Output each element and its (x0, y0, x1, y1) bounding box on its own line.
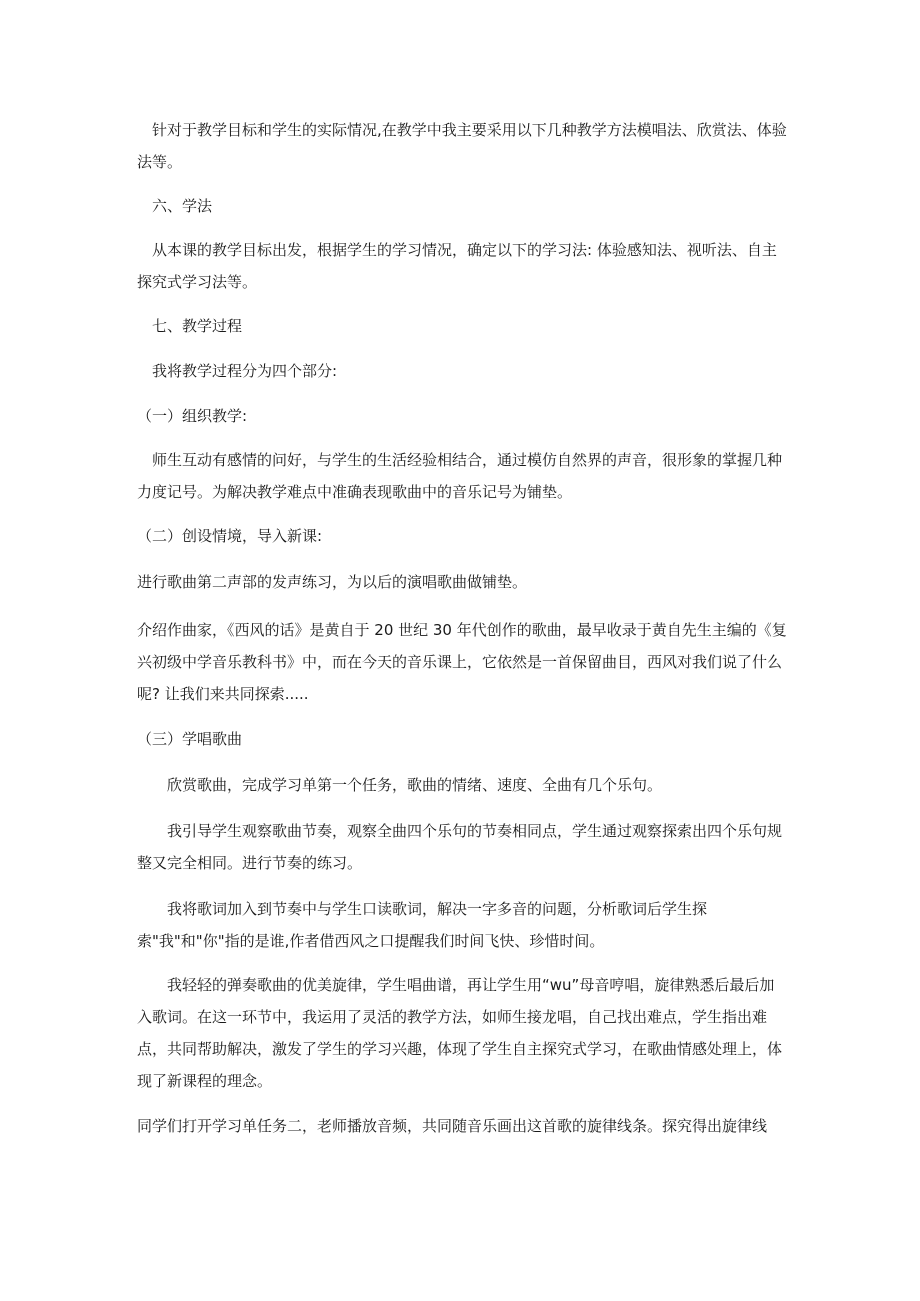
paragraph-lyrics: 我将歌词加入到节奏中与学生口读歌词，解决一字多音的问题，分析歌词后学生探索"我"和"你"指的是谁,作者借西风之口提醒我们时间飞快、珍惜时间。 (137, 900, 708, 950)
paragraph-teaching-methods: 针对于教学目标和学生的实际情况,在教学中我主要采用以下几种教学方法模唱法、欣赏法、体验法等。 (137, 121, 787, 171)
paragraph-appreciate-song: 欣赏歌曲，完成学习单第一个任务，歌曲的情绪、速度、全曲有几个乐句。 (137, 776, 663, 794)
heading-teaching-process: 七、教学过程 (137, 317, 243, 335)
paragraph-composer-intro: 介绍作曲家，《西风的话》是黄自于 20 世纪 30 年代创作的歌曲，最早收录于黄自先生主编的《复兴初级中学音乐教科书》中，而在今天的音乐课上，它依然是一首保留曲目，西风对我们说了什么呢? 让我们来共同探索..... (137, 621, 787, 703)
paragraph-rhythm: 我引导学生观察歌曲节奏，观察全曲四个乐句的节奏相同点，学生通过观察探索出四个乐句规整又完全相同。进行节奏的练习。 (137, 822, 783, 872)
heading-learn-song: （三）学唱歌曲 (137, 730, 243, 748)
heading-learning-methods: 六、学法 (137, 197, 213, 215)
paragraph-process-intro: 我将教学过程分为四个部分: (137, 362, 338, 380)
paragraph-learning-methods: 从本课的教学目标出发，根据学生的学习情况，确定以下的学习法: 体验感知法、视听法、自主探究式学习法等。 (137, 241, 777, 291)
heading-organize-teaching: （一）组织教学: (137, 407, 248, 425)
paragraph-task-two: 同学们打开学习单任务二，老师播放音频，共同随音乐画出这首歌的旋律线条。探究得出旋律线 (137, 1117, 768, 1135)
heading-create-context: （二）创设情境，导入新课: (137, 527, 323, 545)
paragraph-melody: 我轻轻的弹奏歌曲的优美旋律，学生唱曲谱，再让学生用“wu”母音哼唱，旋律熟悉后最后加入歌词。在这一环节中，我运用了灵活的教学方法，如师生接龙唱，自己找出难点，学生指出难点，共同帮助解决，激发了学生的学习兴趣，体现了学生自主探究式学习，在歌曲情感处理上，体现了新课程的理念。 (137, 976, 783, 1090)
paragraph-vocal-practice: 进行歌曲第二声部的发声练习，为以后的演唱歌曲做铺垫。 (137, 573, 528, 591)
paragraph-organize-teaching: 师生互动有感情的问好，与学生的生活经验相结合，通过模仿自然界的声音，很形象的掌握几种力度记号。为解决教学难点中准确表现歌曲中的音乐记号为铺垫。 (137, 451, 783, 501)
